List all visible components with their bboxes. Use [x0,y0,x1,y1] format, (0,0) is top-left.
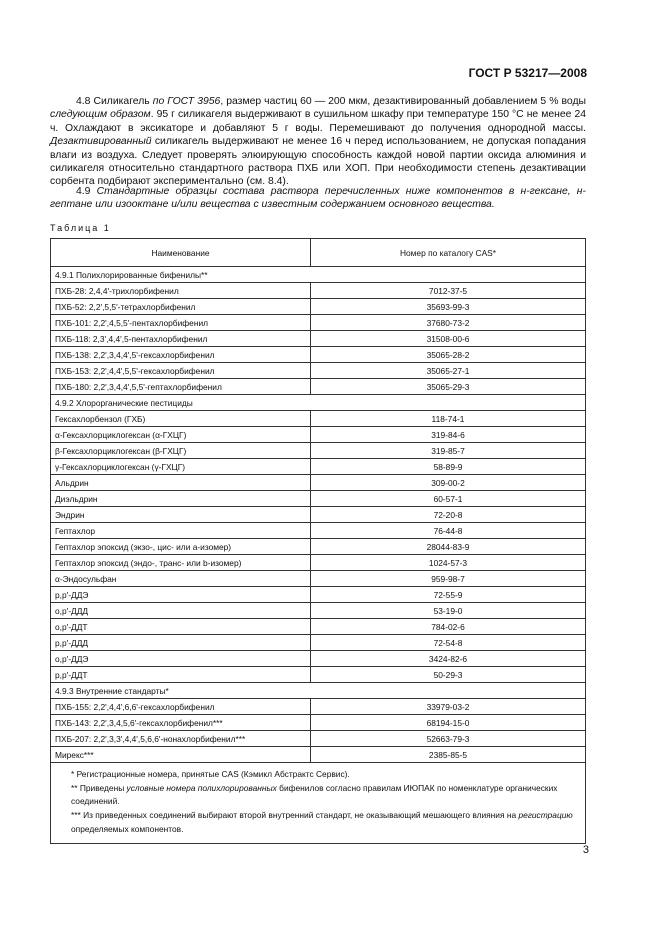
page-number: 3 [582,844,589,856]
substance-name: p,p'-ДДЭ [51,587,311,603]
cas-number: 53-19-0 [311,603,586,619]
table-notes [51,763,586,844]
substance-name: o,p'-ДДД [51,603,311,619]
cas-number: 1024-57-3 [311,555,586,571]
cas-number: 784-02-6 [311,619,586,635]
substance-name: o,p'-ДДЭ [51,651,311,667]
table-row [51,331,586,347]
substance-name: p,p'-ДДТ [51,667,311,683]
cas-number: 309-00-2 [311,475,586,491]
note-3: *** Из приведенных соединений выбирают второй внутренний стандарт, не оказывающий мешающего влияния на регистрацию определяемых компонентов. [71,810,573,834]
cas-number: 319-85-7 [311,443,586,459]
substance-name: β-Гексахлорциклогексан (β-ГХЦГ) [51,443,311,459]
table-row [51,299,586,315]
table-row [51,443,586,459]
substance-name: ПХБ-118: 2,3',4,4',5-пентахлорбифенил [51,331,311,347]
cas-number: 50-29-3 [311,667,586,683]
cas-number: 68194-15-0 [311,715,586,731]
cas-number: 118-74-1 [311,411,586,427]
section-row [51,267,586,283]
table-row [51,491,586,507]
cas-number: 31508-00-6 [311,331,586,347]
table-row [51,651,586,667]
table-row [51,699,586,715]
cas-number: 60-57-1 [311,491,586,507]
section-title: 4.9.3 Внутренние стандарты* [51,683,586,699]
substance-name: γ-Гексахлорциклогексан (γ-ГХЦГ) [51,459,311,475]
section-title: 4.9.1 Полихлорированные бифенилы** [51,267,586,283]
table-row [51,571,586,587]
substance-name: Гептахлор [51,523,311,539]
cas-number: 37680-73-2 [311,315,586,331]
substance-name: Гептахлор эпоксид (экзо-, цис- или а-изомер) [51,539,311,555]
table-row [51,747,586,763]
cas-number: 35065-28-2 [311,347,586,363]
substance-name: Альдрин [51,475,311,491]
cas-number: 319-84-6 [311,427,586,443]
cas-number: 28044-83-9 [311,539,586,555]
paragraph-4-9: 4.9 Стандартные образцы состава раствора перечисленных ниже компонентов в н-гексане, н-гептане или изооктане и/или вещества с известным содержанием основного вещества. [50,186,586,211]
substance-name: Гептахлор эпоксид (эндо-, транс- или b-изомер) [51,555,311,571]
substance-name: ПХБ-153: 2,2',4,4',5,5'-гексахлорбифенил [51,363,311,379]
substance-name: o,p'-ДДТ [51,619,311,635]
cas-number: 76-44-8 [311,523,586,539]
table-row [51,459,586,475]
notes-row [51,763,586,844]
substance-name: ПХБ-207: 2,2',3,3',4,4',5,6,6'-нонахлорбифенил*** [51,731,311,747]
paragraph-4-8: 4.8 Силикагель по ГОСТ 3956, размер частиц 60 — 200 мкм, дезактивированный добавлением 5 % воды следующим образом. 95 г силикагеля выдерживают в сушильном шкафу при температуре 150 °С не менее 24 ч. Охлаждают в эксикаторе и добавляют 5 г воды. Перемешивают до получения однородной массы. Дезактивированный силикагель выдерживают не менее 16 ч перед использованием, не допуская попадания влаги из воздуха. Следует проверять элюирующую способность каждой новой партии оксида алюминия и силикагеля относительно стандартного раствора ПХБ или ХОП. При необходимости степень дезактивации сорбента подбирают экспериментально (см. 8.4). [50,96,587,188]
column-header-cas: Номер по каталогу CAS* [311,239,586,267]
section-row [51,395,586,411]
substance-name: α-Гексахлорциклогексан (α-ГХЦГ) [51,427,311,443]
table-row [51,731,586,747]
table-row [51,619,586,635]
substance-name: ПХБ-143: 2,2',3,4,5,6'-гексахлорбифенил*** [51,715,311,731]
table-row [51,379,586,395]
substance-name: p,p'-ДДД [51,635,311,651]
table-row [51,667,586,683]
table-row [51,523,586,539]
table-row [51,603,586,619]
table-row [51,507,586,523]
substance-name: Гексахлорбензол (ГХБ) [51,411,311,427]
cas-number: 7012-37-5 [311,283,586,299]
table-row [51,315,586,331]
note-1: * Регистрационные номера, принятые CAS (Кэмикл Абстрактс Сервис). [71,769,350,779]
cas-number: 58-89-9 [311,459,586,475]
table-row [51,283,586,299]
cas-number: 72-55-9 [311,587,586,603]
substance-name: ПХБ-28: 2,4,4'-трихлорбифенил [51,283,311,299]
substance-name: ПХБ-101: 2,2',4,5,5'-пентахлорбифенил [51,315,311,331]
table-row [51,411,586,427]
section-title: 4.9.2 Хлорорганические пестициды [51,395,586,411]
table-row [51,427,586,443]
substance-name: Эндрин [51,507,311,523]
substance-name: ПХБ-155: 2,2',4,4',6,6'-гексахлорбифенил [51,699,311,715]
substance-name: Диэльдрин [51,491,311,507]
table-row [51,347,586,363]
cas-number: 72-20-8 [311,507,586,523]
table-row [51,715,586,731]
table-row [51,587,586,603]
substances-table [50,238,586,844]
table-header-row [51,239,586,267]
note-2: ** Приведены условные номера полихлорированных бифенилов согласно правилам ИЮПАК по номенклатуре органических соединений. [71,782,558,807]
cas-number: 33979-03-2 [311,699,586,715]
table-row [51,363,586,379]
section-row [51,683,586,699]
substance-name: ПХБ-180: 2,2',3,4,4',5,5'-гептахлорбифенил [51,379,311,395]
substance-name: ПХБ-138: 2,2',3,4,4',5'-гексахлорбифенил [51,347,311,363]
cas-number: 959-98-7 [311,571,586,587]
cas-number: 72-54-8 [311,635,586,651]
substance-name: ПХБ-52: 2,2',5,5'-тетрахлорбифенил [51,299,311,315]
table-row [51,555,586,571]
table-row [51,475,586,491]
cas-number: 52663-79-3 [311,731,586,747]
substance-name: Мирекс*** [51,747,311,763]
substance-name: α-Эндосульфан [51,571,311,587]
cas-number: 35065-29-3 [311,379,586,395]
table-row [51,635,586,651]
table-caption: Таблица 1 [50,223,111,233]
column-header-name: Наименование [51,239,311,267]
cas-number: 3424-82-6 [311,651,586,667]
cas-number: 35065-27-1 [311,363,586,379]
table-row [51,539,586,555]
cas-number: 35693-99-3 [311,299,586,315]
document-header: ГОСТ Р 53217—2008 [468,66,587,80]
cas-number: 2385-85-5 [311,747,586,763]
